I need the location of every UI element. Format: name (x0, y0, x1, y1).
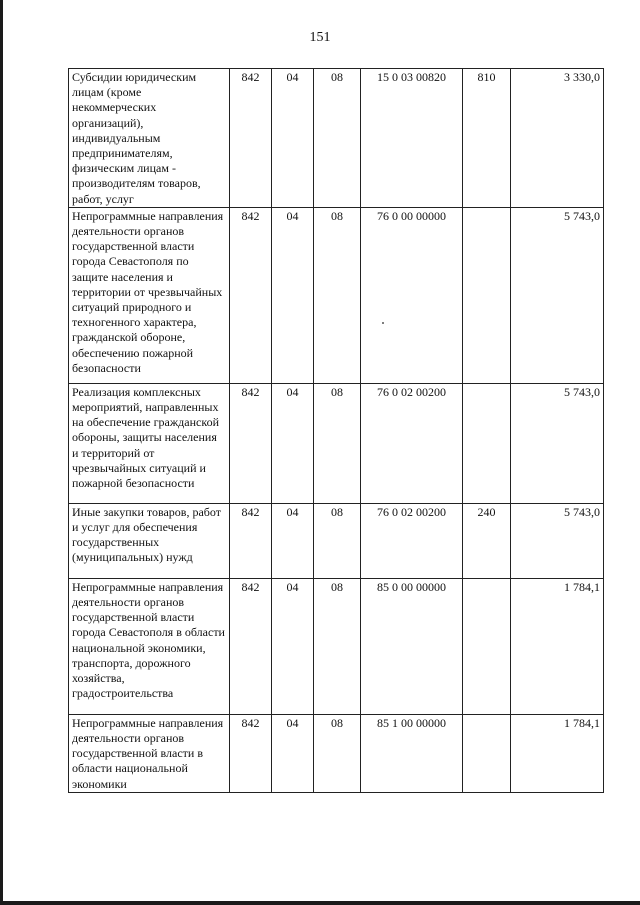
budget-table (68, 68, 604, 793)
table-row (69, 69, 604, 208)
ministry-code: 842 (230, 383, 272, 503)
expense-type-code (463, 207, 511, 383)
row-name: Реализация комплексных мероприятий, направленных на обеспечение гражданской обороны, защиты населения и территорий от чрезвычайных ситуаций и пожарной безопасности (69, 383, 230, 503)
target-article-code: 85 0 00 00000 (361, 578, 463, 714)
row-name: Непрограммные направления деятельности органов государственной власти в области национальной экономики (69, 714, 230, 792)
table-row (69, 714, 604, 792)
target-article-code: 76 0 02 00200 (361, 383, 463, 503)
subsection-code: 08 (314, 383, 361, 503)
target-article-code: 85 1 00 00000 (361, 714, 463, 792)
table-row (69, 503, 604, 578)
ministry-code: 842 (230, 207, 272, 383)
section-code: 04 (272, 383, 314, 503)
section-code: 04 (272, 578, 314, 714)
section-code: 04 (272, 503, 314, 578)
expense-type-code (463, 383, 511, 503)
table-row (69, 383, 604, 503)
table-row (69, 578, 604, 714)
amount: 5 743,0 (511, 503, 604, 578)
target-article-code: 15 0 03 00820 (361, 69, 463, 208)
expense-type-code: 240 (463, 503, 511, 578)
target-article-code: 76 0 02 00200 (361, 503, 463, 578)
ministry-code: 842 (230, 503, 272, 578)
amount: 1 784,1 (511, 714, 604, 792)
ministry-code: 842 (230, 69, 272, 208)
scan-edge-bottom (0, 901, 640, 905)
amount: 5 743,0 (511, 207, 604, 383)
row-name: Непрограммные направления деятельности органов государственной власти города Севастополя по защите населения и территории от чрезвычайных ситуаций природного и техногенного характера, гражданской обороне, обеспечению пожарной безопасности (69, 207, 230, 383)
expense-type-code: 810 (463, 69, 511, 208)
section-code: 04 (272, 207, 314, 383)
ministry-code: 842 (230, 578, 272, 714)
scan-speck (382, 322, 384, 324)
row-name: Непрограммные направления деятельности органов государственной власти города Севастополя в области национальной экономики, транспорта, дорожного хозяйства, градостроительства (69, 578, 230, 714)
amount: 5 743,0 (511, 383, 604, 503)
subsection-code: 08 (314, 207, 361, 383)
table-row (69, 207, 604, 383)
row-name: Субсидии юридическим лицам (кроме некоммерческих организаций), индивидуальным предпринимателям, физическим лицам - производителям товаров, работ, услуг (69, 69, 230, 208)
scan-edge-left (0, 0, 3, 905)
amount: 3 330,0 (511, 69, 604, 208)
ministry-code: 842 (230, 714, 272, 792)
subsection-code: 08 (314, 578, 361, 714)
subsection-code: 08 (314, 69, 361, 208)
page-number: 151 (309, 30, 331, 45)
expense-type-code (463, 578, 511, 714)
target-article-code: 76 0 00 00000 (361, 207, 463, 383)
subsection-code: 08 (314, 714, 361, 792)
section-code: 04 (272, 69, 314, 208)
section-code: 04 (272, 714, 314, 792)
row-name: Иные закупки товаров, работ и услуг для обеспечения государственных (муниципальных) нужд (69, 503, 230, 578)
subsection-code: 08 (314, 503, 361, 578)
expense-type-code (463, 714, 511, 792)
amount: 1 784,1 (511, 578, 604, 714)
